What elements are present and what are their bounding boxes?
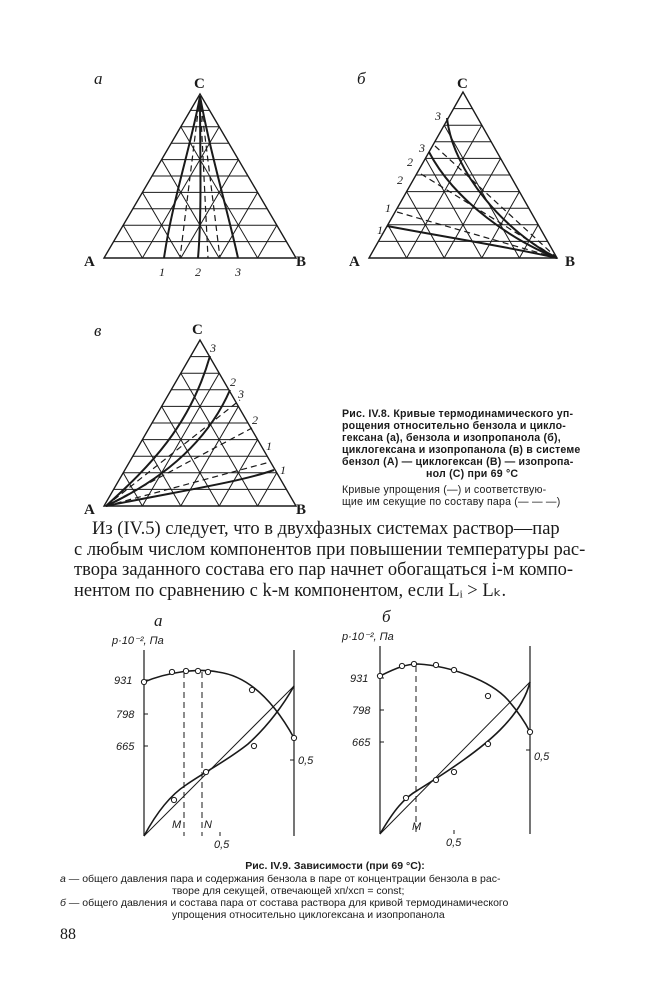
curve-label-1b: 1 xyxy=(280,463,286,477)
legend-line: щие им секущие по составу пара (— — —) xyxy=(342,496,561,508)
caption-item-b xyxy=(60,897,610,921)
vertex-b-label: B xyxy=(296,254,307,270)
caption-line: Рис. IV.8. Кривые термодинамического уп- xyxy=(342,408,574,420)
paragraph-line: Из (IV.5) следует, что в двухфазных системах раствор—пар xyxy=(92,519,560,539)
caption-mark: а — xyxy=(60,873,80,885)
figure-iv9-panel-b xyxy=(340,607,550,855)
caption-line: бензол (A) — циклогексан (B) — изопропа- xyxy=(342,456,574,468)
curve-label-1: 1 xyxy=(266,439,272,453)
vertex-c-label: C xyxy=(194,76,205,92)
y-axis-label: p·10⁻², Па xyxy=(112,635,164,647)
vertex-c-label: C xyxy=(192,322,203,338)
vertex-b-label: B xyxy=(296,502,307,518)
caption-line: творе для секущей, отвечающей xп/xсп = const; xyxy=(172,885,405,897)
y-tick-931: 931 xyxy=(350,673,369,685)
figure-iv8-panel-a xyxy=(80,62,307,280)
vertex-b-label: B xyxy=(565,254,576,270)
y-tick-798: 798 xyxy=(352,705,371,717)
caption-line: общего давления пара и содержания бензола в паре от концентрации бензола в рас- xyxy=(82,873,501,885)
x-tick-05: 0,5 xyxy=(214,839,230,851)
data-points xyxy=(141,668,296,802)
page-number: 88 xyxy=(60,926,76,943)
caption-title: Рис. IV.9. Зависимости (при 69 °С): xyxy=(245,860,425,872)
legend-line: Кривые упрощения (—) и соответствую- xyxy=(342,484,547,496)
paragraph-line: нентом по сравнению с k-м компонентом, если Lᵢ > Lₖ. xyxy=(74,580,507,601)
paragraph-line: с любым числом компонентов при повышении температуры рас- xyxy=(74,539,586,560)
curve-label-2: 2 xyxy=(397,173,403,187)
data-points xyxy=(377,661,532,800)
curve-label-3b: 3 xyxy=(238,387,244,401)
caption-line: гексана (а), бензола и изопропанола (б), xyxy=(342,432,561,444)
caption-line: циклогексана и изопропанола (в) в системе xyxy=(342,444,581,456)
curve-label-2: 2 xyxy=(195,265,201,279)
axes xyxy=(380,646,530,834)
curve-label-3: 3 xyxy=(419,141,425,155)
marker-m: M xyxy=(412,821,422,833)
panel-label: а xyxy=(154,611,163,630)
curves xyxy=(380,664,530,834)
panel-label: в xyxy=(94,321,102,340)
simplification-curves xyxy=(164,96,238,258)
vertex-a-label: A xyxy=(349,254,360,270)
axes xyxy=(144,650,294,836)
y-tick-665: 665 xyxy=(352,737,371,749)
marker-n: N xyxy=(204,819,212,831)
right-tick-05: 0,5 xyxy=(298,755,314,767)
body-paragraph xyxy=(74,519,604,601)
vertex-a-label: A xyxy=(84,502,95,518)
figure-iv9-caption xyxy=(60,860,610,921)
caption-mark: б — xyxy=(60,897,80,909)
figure-iv8-panel-v xyxy=(80,316,320,522)
right-tick-05: 0,5 xyxy=(534,751,550,763)
curve-label-1: 1 xyxy=(377,223,383,237)
curve-label-3: 3 xyxy=(235,265,241,279)
marker-m: M xyxy=(172,819,182,831)
curves xyxy=(144,670,294,836)
caption-item-a xyxy=(60,873,610,897)
caption-line: общего давления и состава пара от состава раствора для кривой термодинамического xyxy=(82,897,509,909)
curve-label-1b: 1 xyxy=(385,201,391,215)
curve-label-2: 2 xyxy=(230,375,236,389)
curve-label-2b: 2 xyxy=(407,155,413,169)
y-tick-798: 798 xyxy=(116,709,135,721)
panel-label: а xyxy=(94,69,103,88)
x-tick-05: 0,5 xyxy=(446,837,462,849)
simplification-curves xyxy=(106,356,274,506)
curve-label-1: 1 xyxy=(159,265,165,279)
figure-iv9-panel-a xyxy=(108,610,318,855)
y-axis-label: p·10⁻², Па xyxy=(342,631,394,643)
figure-iv8-panel-b xyxy=(345,62,585,274)
caption-line: нол (C) при 69 °С xyxy=(426,468,519,480)
paragraph-line: твора заданного состава его пар начнет обогащаться i-м компо- xyxy=(74,560,574,580)
caption-line: рощения относительно бензола и цикло- xyxy=(342,420,566,432)
curve-label-3: 3 xyxy=(210,341,216,355)
panel-label: б xyxy=(382,607,391,626)
vertex-c-label: C xyxy=(457,76,468,92)
curve-label-3b: 3 xyxy=(435,109,441,123)
figure-iv8-caption xyxy=(342,408,604,508)
y-tick-665: 665 xyxy=(116,741,135,753)
vertex-a-label: A xyxy=(84,254,95,270)
caption-line: упрощения относительно циклогексана и изопропанола xyxy=(172,909,445,921)
y-tick-931: 931 xyxy=(114,675,133,687)
curve-label-2b: 2 xyxy=(252,413,258,427)
panel-label: б xyxy=(357,69,366,88)
